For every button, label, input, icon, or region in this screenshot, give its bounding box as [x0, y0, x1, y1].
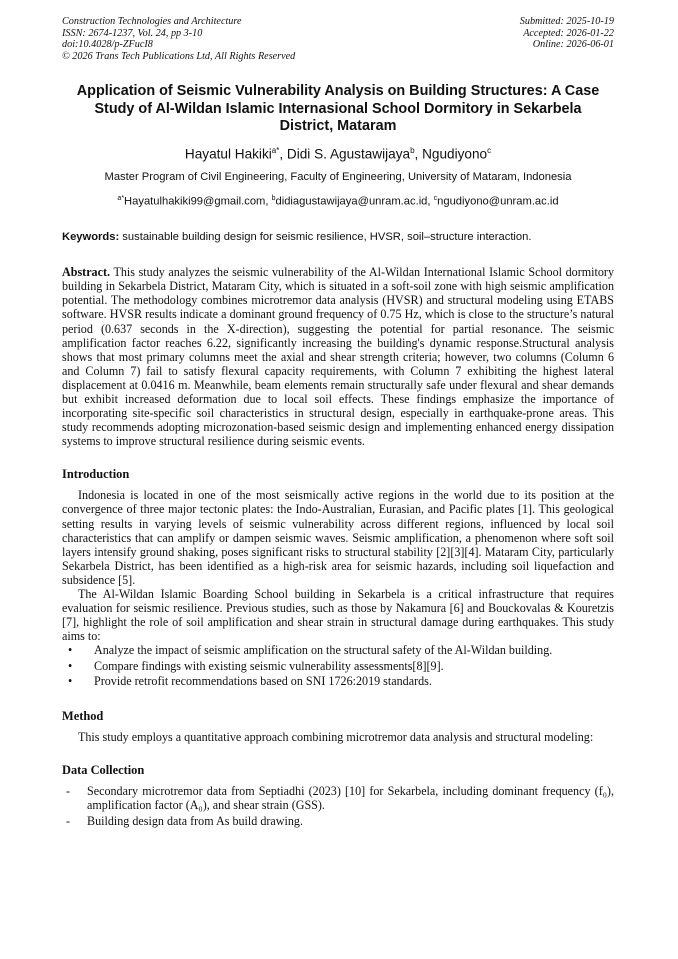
journal-name: Construction Technologies and Architecture [62, 16, 242, 27]
keywords [62, 230, 614, 244]
header-right [520, 16, 614, 62]
author-superscript: a* [271, 145, 280, 155]
list-item-text: Provide retrofit recommendations based on SNI 1726:2019 standards. [94, 674, 432, 689]
abstract-label: Abstract. [62, 265, 111, 280]
list-item [62, 643, 614, 658]
keywords-label: Keywords: [62, 231, 120, 244]
doi-line[interactable]: doi:10.4028/p-ZFucI8 [62, 39, 153, 51]
intro-paragraph-2: The Al-Wildan Islamic Boarding School building in Sekarbela is a critical infrastructure that requires evaluation for seismic resilience. Previous studies, such as those by Nakamura [6] and Bouckovalas & Kouretzis [7], highlight the role of soil amplification and shear strain in structural damage during earthquakes. This study aims to: [62, 587, 614, 644]
bullet-icon: • [68, 658, 73, 673]
author-name: Ngudiyono [422, 146, 488, 162]
accepted-date: Accepted: 2026-01-22 [523, 27, 614, 39]
online-date: Online: 2026-06-01 [532, 39, 614, 51]
affiliation: Master Program of Civil Engineering, Faculty of Engineering, University of Mataram, Indonesia [104, 171, 572, 184]
bullet-icon: • [68, 674, 73, 689]
abstract [62, 265, 614, 448]
submitted-date: Submitted: 2025-10-19 [519, 16, 614, 27]
author-separator: , [414, 146, 423, 162]
intro-paragraph-1: Indonesia is located in one of the most seismically active regions in the world due to its position at the convergence of three major tectonic plates: the Indo-Australian, Eurasian, and Pacific plates [1]. This geological setting results in varying levels of seismic vulnerability across different regions, influenced by local soil characteristics that can amplify or dampen seismic waves. Seismic amplification, a phenomenon where soft soil layers intensify ground shaking, poses significant risks to structural stability [2][3][4]. Mataram City, particularly Sekarbela District, has been identified as a high-risk area for seismic hazards, including soil liquefaction and subsidence [5]. [62, 488, 614, 587]
header-left [62, 16, 295, 62]
author-separator: , [279, 146, 287, 162]
email-list [62, 192, 614, 209]
subsection-heading-data-collection: Data Collection [62, 762, 145, 777]
email-superscript: b [271, 195, 276, 203]
author-superscript: b [410, 145, 415, 155]
dash-marker: - [66, 783, 71, 798]
email-link[interactable]: ngudiyono@unram.ac.id [437, 196, 559, 209]
method-paragraph-1: This study employs a quantitative approach combining microtremor data analysis and structural modeling: [78, 729, 594, 744]
abstract-text: This study analyzes the seismic vulnerability of the Al-Wildan International Islamic School dormitory building in Sekarbela District, Mataram City, which is situated in a soft-soil zone with high seismic amplification potential. The methodology combines microtremor data analysis (HVSR) and structural modeling using ETABS software. HVSR results indicate a dominant ground frequency of 0.75 Hz, which is close to the structure’s natural period (0.637 seconds in the X-direction), suggesting the potential for partial resonance. The seismic amplification factor reaches 6.22, significantly increasing the building's dynamic response.Structural analysis shows that most primary columns meet the axial and shear strength criteria; however, two columns (Column 6 and Column 7) fail to satisfy flexural capacity requirements, with Column 7 exhibiting the highest lateral displacement at 0.0416 m. Meanwhile, beam elements remain structurally safe under flexural and shear demands but exhibit increased deformation due to local soil effects. These findings emphasize the importance of incorporating site-specific soil characteristics in structural design, especially in earthquake-prone areas. This study recommends adopting microzonation-based seismic design and implementing enhanced energy dissipation systems to improve structural resilience during seismic events. [62, 265, 614, 449]
list-item-text: Analyze the impact of seismic amplification on the structural safety of the Al-Wildan building. [94, 643, 553, 658]
author-name: Hayatul Hakiki [184, 146, 272, 162]
email-separator: , [265, 196, 272, 209]
list-item [62, 814, 614, 828]
section-heading-introduction: Introduction [62, 467, 130, 482]
author-name: Didi S. Agustawijaya [286, 146, 411, 162]
list-item-text: Building design data from As build drawing. [87, 813, 303, 828]
list-item [62, 674, 614, 689]
bullet-icon: • [68, 643, 73, 658]
email-superscript: c [433, 195, 438, 203]
author-superscript: c [487, 145, 492, 155]
email-link[interactable]: didiagustawijaya@unram.ac.id [275, 196, 428, 209]
list-item [62, 659, 614, 674]
paper-title: Application of Seismic Vulnerability Analysis on Building Structures: A Case Study of Al-Wildan Islamic Internasional School Dormitory in Sekarbela District, Mataram [76, 83, 600, 135]
issn-line: ISSN: 2674-1237, Vol. 24, pp 3-10 [62, 27, 203, 39]
list-item [62, 784, 614, 812]
dash-marker: - [66, 813, 71, 828]
copyright-line: © 2026 Trans Tech Publications Ltd, All Rights Reserved [62, 50, 296, 62]
running-header [62, 16, 614, 62]
email-link[interactable]: Hayatulhakiki99@gmail.com [124, 196, 266, 209]
author-list [62, 142, 614, 163]
email-superscript: a* [117, 195, 125, 203]
keywords-text: sustainable building design for seismic resilience, HVSR, soil–structure interaction. [119, 231, 532, 244]
section-heading-method: Method [62, 708, 104, 723]
aims-list [62, 643, 614, 689]
list-item-text: Secondary microtremor data from Septiadhi (2023) [10] for Sekarbela, including dominant frequency (f₀), amplification factor (A₀), and shear strain (GSS). [87, 783, 614, 812]
email-separator: , [427, 196, 434, 209]
list-item-text: Compare findings with existing seismic vulnerability assessments[8][9]. [94, 658, 444, 673]
data-collection-list [62, 784, 614, 828]
